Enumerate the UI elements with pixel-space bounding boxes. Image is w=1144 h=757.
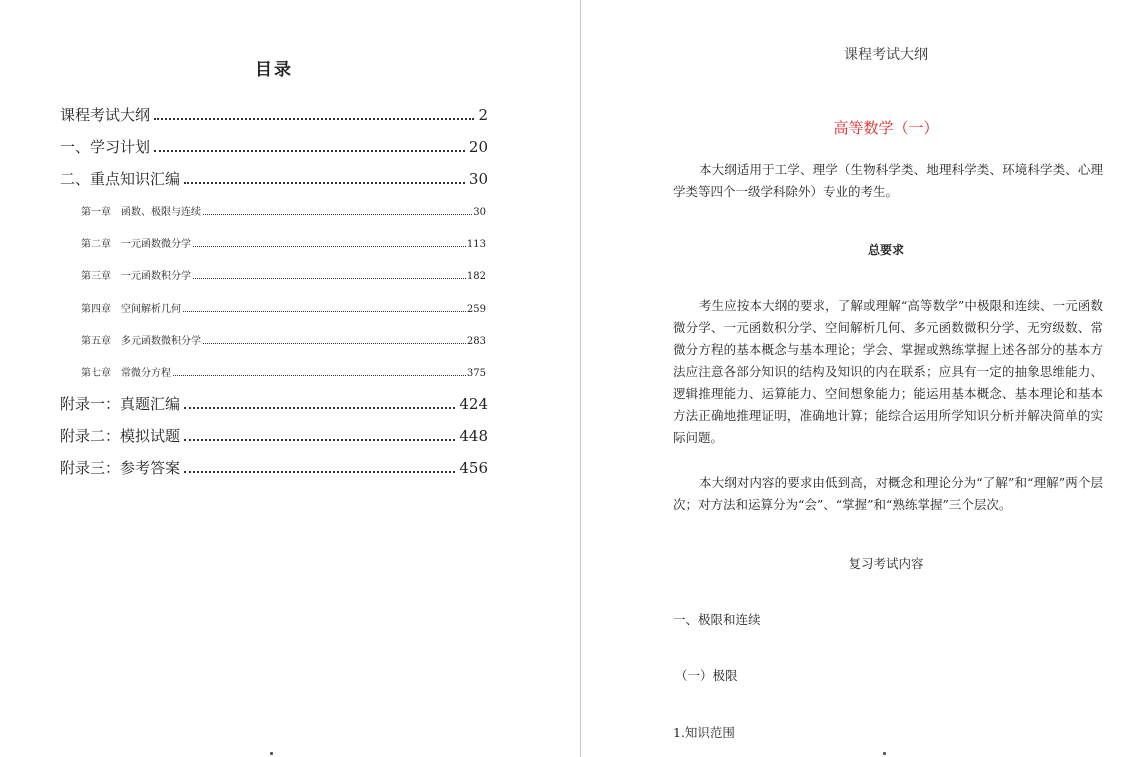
page-edge-mark	[883, 752, 886, 755]
item-heading: 1.知识范围	[673, 725, 735, 740]
toc-subentry-label: 第七章 常微分方程	[81, 368, 171, 379]
toc-subentry-label: 第三章 一元函数积分学	[81, 271, 191, 282]
toc-entry-label: 一、学习计划	[60, 138, 151, 156]
toc-subentry[interactable]	[81, 332, 486, 347]
toc-entry-label: 附录三：参考答案	[60, 459, 181, 477]
toc-subentry-page: 259	[466, 304, 486, 315]
toc-leader-dots	[154, 142, 465, 152]
toc-subentry-page: 113	[466, 239, 486, 250]
toc-subentry[interactable]	[81, 235, 486, 250]
toc-subentry-page: 30	[473, 207, 486, 218]
toc-subentry[interactable]	[81, 203, 486, 218]
toc-title: 目录	[255, 60, 293, 80]
toc-entry-page: 20	[468, 138, 488, 156]
section-heading: 一、极限和连续	[673, 612, 761, 627]
toc-subentry-page: 182	[466, 271, 486, 282]
toc-subentry[interactable]	[81, 267, 486, 282]
toc-leader-dots	[154, 110, 474, 120]
intro-paragraph: 本大纲适用于工学、理学（生物科学类、地理科学类、环境科学类、心理学类等四个一级学科除外）专业的考生。	[673, 162, 1103, 199]
toc-subentry[interactable]	[81, 300, 486, 315]
toc-entry-label: 二、重点知识汇编	[60, 170, 181, 188]
review-content-heading: 复习考试内容	[848, 556, 924, 571]
running-header: 课程考试大纲	[844, 47, 928, 63]
toc-entry-label: 附录一：真题汇编	[60, 395, 181, 413]
toc-subentry[interactable]	[81, 364, 486, 379]
syllabus-page	[581, 0, 1144, 757]
toc-entry-label: 课程考试大纲	[60, 106, 151, 124]
toc-leader-dots	[193, 241, 466, 247]
toc-entry[interactable]	[60, 168, 488, 189]
toc-subentry-label: 第二章 一元函数微分学	[81, 239, 191, 250]
subsection-heading: （一）极限	[675, 668, 738, 683]
toc-entry[interactable]	[60, 136, 488, 157]
toc-subentry-label: 第五章 多元函数微积分学	[81, 336, 201, 347]
toc-leader-dots	[203, 209, 472, 215]
toc-entry-page: 448	[459, 427, 488, 445]
toc-entry-page: 2	[478, 106, 488, 124]
general-requirements-heading: 总要求	[867, 243, 904, 257]
toc-entry-page: 424	[459, 395, 488, 413]
toc-leader-dots	[193, 273, 466, 279]
toc-entry[interactable]	[60, 425, 488, 446]
subject-title: 高等数学（一）	[833, 119, 939, 137]
page-edge-mark	[270, 752, 273, 755]
toc-subentry-page: 375	[466, 368, 486, 379]
toc-subentry-label: 第一章 函数、极限与连续	[81, 207, 201, 218]
toc-entry[interactable]	[60, 393, 488, 414]
toc-entry-page: 456	[459, 459, 488, 477]
toc-leader-dots	[183, 306, 466, 312]
toc-entry-label: 附录二：模拟试题	[60, 427, 181, 445]
toc-leader-dots	[184, 399, 455, 409]
toc-subentry-page: 283	[466, 336, 486, 347]
toc-leader-dots	[173, 370, 466, 376]
general-requirements-paragraph: 考生应按本大纲的要求，了解或理解“高等数学”中极限和连续、一元函数微分学、一元函数积分学、空间解析几何、多元函数微积分学、无穷级数、常微分方程的基本概念与基本理论；学会、掌握或熟练掌握上述各部分的基本方法应注意各部分知识的结构及知识的内在联系；应具有一定的抽象思维能力、逻辑推理能力、运算能力、空间想象能力；能运用基本概念、基本理论和基本方法正确地推理证明，准确地计算；能综合运用所学知识分析并解决简单的实际问题。	[673, 298, 1103, 445]
toc-leader-dots	[184, 174, 465, 184]
toc-subentry-label: 第四章 空间解析几何	[81, 304, 181, 315]
toc-entry[interactable]	[60, 457, 488, 478]
toc-leader-dots	[184, 431, 455, 441]
levels-paragraph: 本大纲对内容的要求由低到高，对概念和理论分为“了解”和“理解”两个层次；对方法和运算分为“会”、“掌握”和“熟练掌握”三个层次。	[673, 475, 1103, 512]
toc-entry[interactable]	[60, 104, 488, 125]
toc-entry-page: 30	[468, 170, 488, 188]
toc-leader-dots	[184, 463, 455, 473]
toc-leader-dots	[203, 338, 466, 344]
